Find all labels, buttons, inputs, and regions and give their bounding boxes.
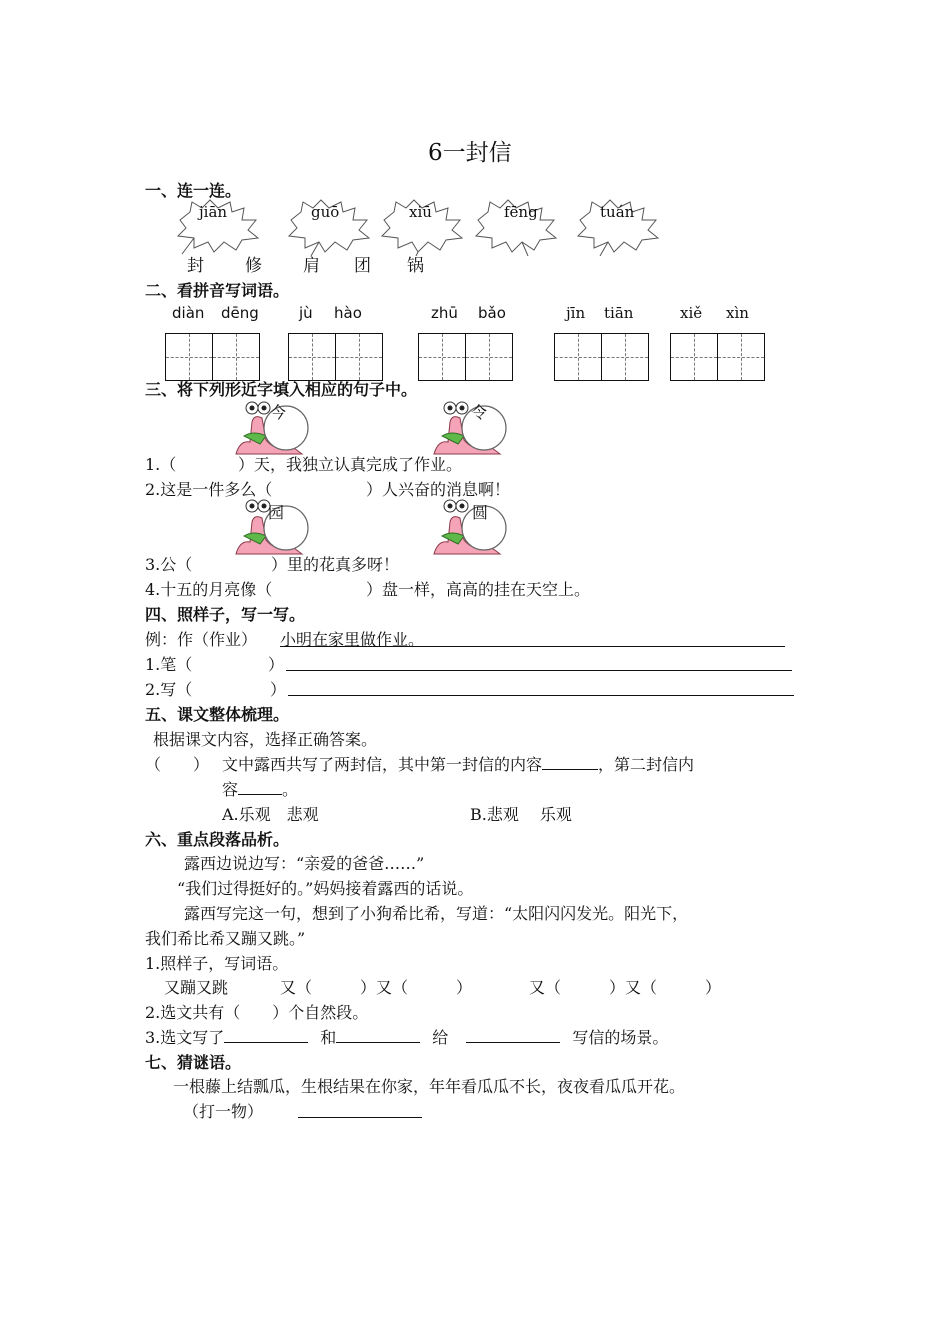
pinyin-jian: jiān (199, 203, 228, 221)
section-5-intro: 根据课文内容，选择正确答案。 (153, 730, 378, 749)
pinyin-ju: jù (299, 304, 313, 322)
pinyin-xin: xìn (726, 304, 749, 322)
pinyin-bao: bǎo (478, 304, 506, 322)
choice-paren[interactable]: （ ） (145, 755, 210, 774)
question-6-1-blank-2[interactable]: 又（ ）又（ ） (529, 978, 722, 997)
riddle-answer-line[interactable] (298, 1117, 422, 1118)
pinyin-feng: fēng (504, 203, 538, 221)
pinyin-xie: xiě (680, 304, 703, 322)
question-6-1-blank-1[interactable]: 又（ ）又（ ） (280, 978, 473, 997)
section-5-question-cont: 容 。 (222, 780, 299, 799)
char-tuan: 团 (354, 256, 371, 276)
question-6-1-example: 又蹦又跳 (164, 978, 229, 997)
char-feng: 封 (187, 256, 204, 276)
passage-p3a: 露西写完这一句，想到了小狗希比希，写道：“太阳闪闪发光。阳光下， (184, 904, 689, 923)
riddle-hint: （打一物） (183, 1102, 264, 1121)
question-3-3-end: ）里的花真多呀！ (271, 555, 400, 574)
question-3-2-start: 2.这是一件多么（ (145, 480, 273, 499)
pinyin-guo: guō (311, 203, 340, 221)
snail-char-yuan-garden: 园 (268, 503, 285, 522)
pinyin-zhu: zhū (431, 304, 458, 322)
question-3-2-end: ）人兴奋的消息啊！ (366, 480, 511, 499)
question-3-4-start: 4.十五的月亮像（ (145, 580, 273, 599)
snail-icon (430, 396, 510, 460)
passage-p2: “我们过得挺好的。”妈妈接着露西的话说。 (177, 879, 474, 898)
question-4-1-label: 1.笔（ (145, 655, 193, 674)
option-a[interactable]: A.乐观 悲观 (222, 805, 319, 824)
pinyin-dian: diàn (172, 304, 205, 322)
question-4-1-close: ） (268, 655, 285, 674)
passage-p3b: 我们希比希又蹦又跳。” (145, 929, 306, 948)
question-3-4-end: ）盘一样，高高的挂在天空上。 (366, 580, 591, 599)
page-title: 6一封信 (428, 140, 512, 166)
riddle-text: 一根藤上结瓢瓜，生根结果在你家，年年看瓜瓜不长，夜夜看瓜瓜开花。 (173, 1077, 686, 1096)
example-underline (280, 646, 785, 647)
section-5-heading: 五、课文整体梳理。 (145, 705, 290, 724)
answer-line-4-1[interactable] (286, 670, 792, 671)
section-6-heading: 六、重点段落品析。 (145, 830, 290, 849)
char-xiu: 修 (245, 256, 262, 276)
pinyin-hao: hào (334, 304, 362, 322)
section-4-heading: 四、照样子，写一写。 (145, 605, 306, 624)
question-6-2: 2.选文共有（ ）个自然段。 (145, 1003, 369, 1022)
question-3-1-end: ）天，我独立认真完成了作业。 (238, 455, 463, 474)
question-4-2-label: 2.写（ (145, 680, 193, 699)
question-6-3: 3.选文写了 和 给 写信的场景。 (145, 1028, 669, 1047)
section-5-question: 文中露西共写了两封信，其中第一封信的内容 ，第二封信内 (222, 755, 695, 774)
char-guo: 锅 (407, 256, 424, 276)
question-3-3-start: 3.公（ (145, 555, 193, 574)
writing-grid-xiexin[interactable] (670, 333, 765, 381)
pinyin-tuan: tuán (600, 203, 635, 221)
passage-p1: 露西边说边写：“亲爱的爸爸……” (184, 854, 425, 873)
section-1-heading: 一、连一连。 (145, 181, 242, 200)
section-2-heading: 二、看拼音写词语。 (145, 281, 290, 300)
snail-char-jin: 今 (270, 403, 287, 422)
question-4-2-close: ） (270, 680, 287, 699)
writing-grid-juhao[interactable] (288, 333, 383, 381)
example-sentence: 小明在家里做作业。 (280, 630, 425, 649)
writing-grid-jintian[interactable] (554, 333, 649, 381)
question-6-1: 1.照样子，写词语。 (145, 954, 289, 973)
pinyin-tian: tiān (604, 304, 634, 322)
snail-char-ling: 令 (471, 403, 488, 422)
pinyin-xiu: xiū (409, 203, 432, 221)
pinyin-deng: dēng (221, 304, 259, 322)
example-label: 例：作（作业） (145, 630, 258, 649)
pinyin-jin: jīn (566, 304, 586, 322)
answer-line-4-2[interactable] (288, 695, 794, 696)
snail-icon (430, 494, 510, 560)
char-jian: 肩 (303, 256, 320, 276)
writing-grid-diandeng[interactable] (165, 333, 260, 381)
section-7-heading: 七、猜谜语。 (145, 1053, 242, 1072)
writing-grid-zhubao[interactable] (418, 333, 513, 381)
section-3-heading: 三、将下列形近字填入相应的句子中。 (145, 380, 418, 399)
option-b[interactable]: B.悲观 乐观 (470, 805, 572, 824)
snail-char-yuan-round: 圆 (472, 503, 489, 522)
question-3-1-start: 1.（ (145, 455, 177, 474)
